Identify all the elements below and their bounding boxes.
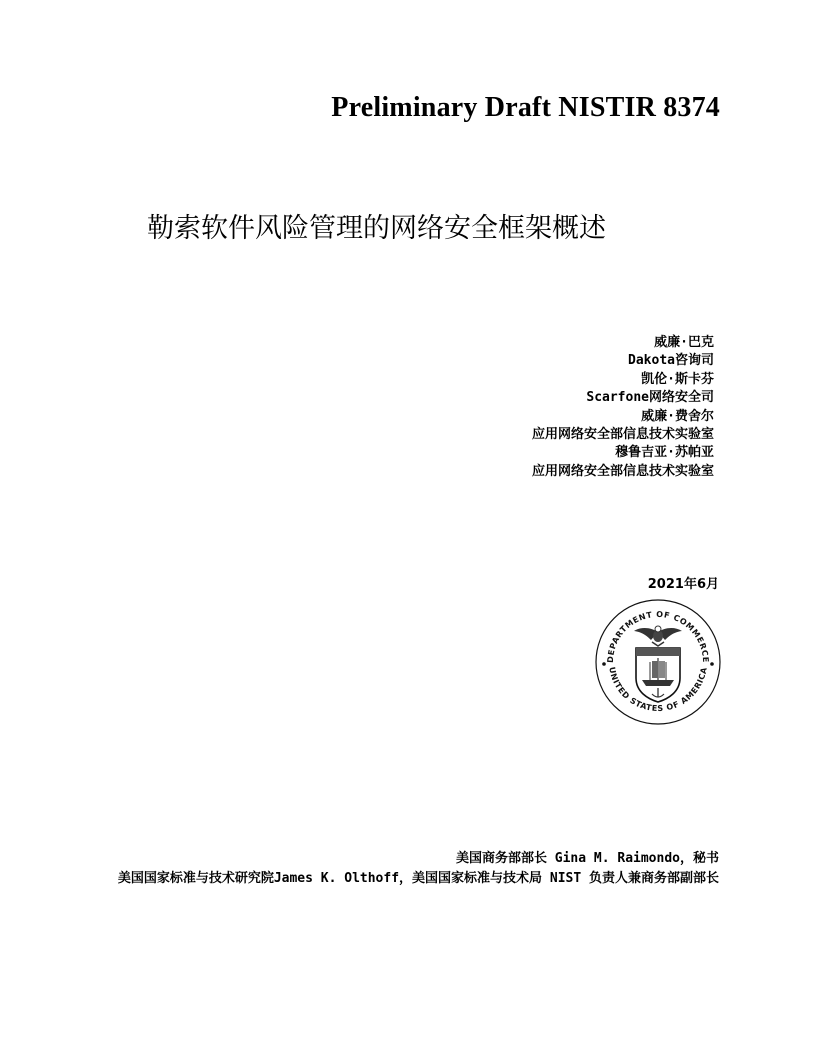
officials-block	[118, 849, 719, 889]
author-name: 威廉·费舍尔	[641, 408, 714, 424]
author-name: 凯伦·斯卡芬	[641, 371, 714, 387]
author-name: 威廉·巴克	[654, 335, 714, 350]
nist-director-line: 美国国家标准与技术研究院James K. Olthoff，美国国家标准与技术局 NIST 负责人兼商务部副部长	[117, 871, 719, 886]
author-affiliation: Dakota咨询司	[628, 353, 714, 369]
secretary-line: 美国商务部部长 Gina M. Raimondo，秘书	[455, 851, 719, 866]
publication-date: 2021年6月	[647, 577, 719, 592]
author-affiliation: Scarfone网络安全司	[586, 390, 714, 406]
author-list	[532, 334, 714, 481]
seal-bottom-text: UNITED STATES OF AMERICA	[607, 666, 709, 714]
department-of-commerce-seal-icon	[594, 598, 722, 726]
document-series-header: Preliminary Draft NISTIR 8374	[331, 92, 720, 123]
author-affiliation: 应用网络安全部信息技术实验室	[531, 463, 714, 479]
seal-top-text: DEPARTMENT OF COMMERCE	[605, 609, 711, 664]
author-affiliation: 应用网络安全部信息技术实验室	[531, 427, 714, 443]
author-name: 穆鲁吉亚·苏帕亚	[615, 445, 714, 461]
document-title: 勒索软件风险管理的网络安全框架概述	[147, 213, 606, 244]
